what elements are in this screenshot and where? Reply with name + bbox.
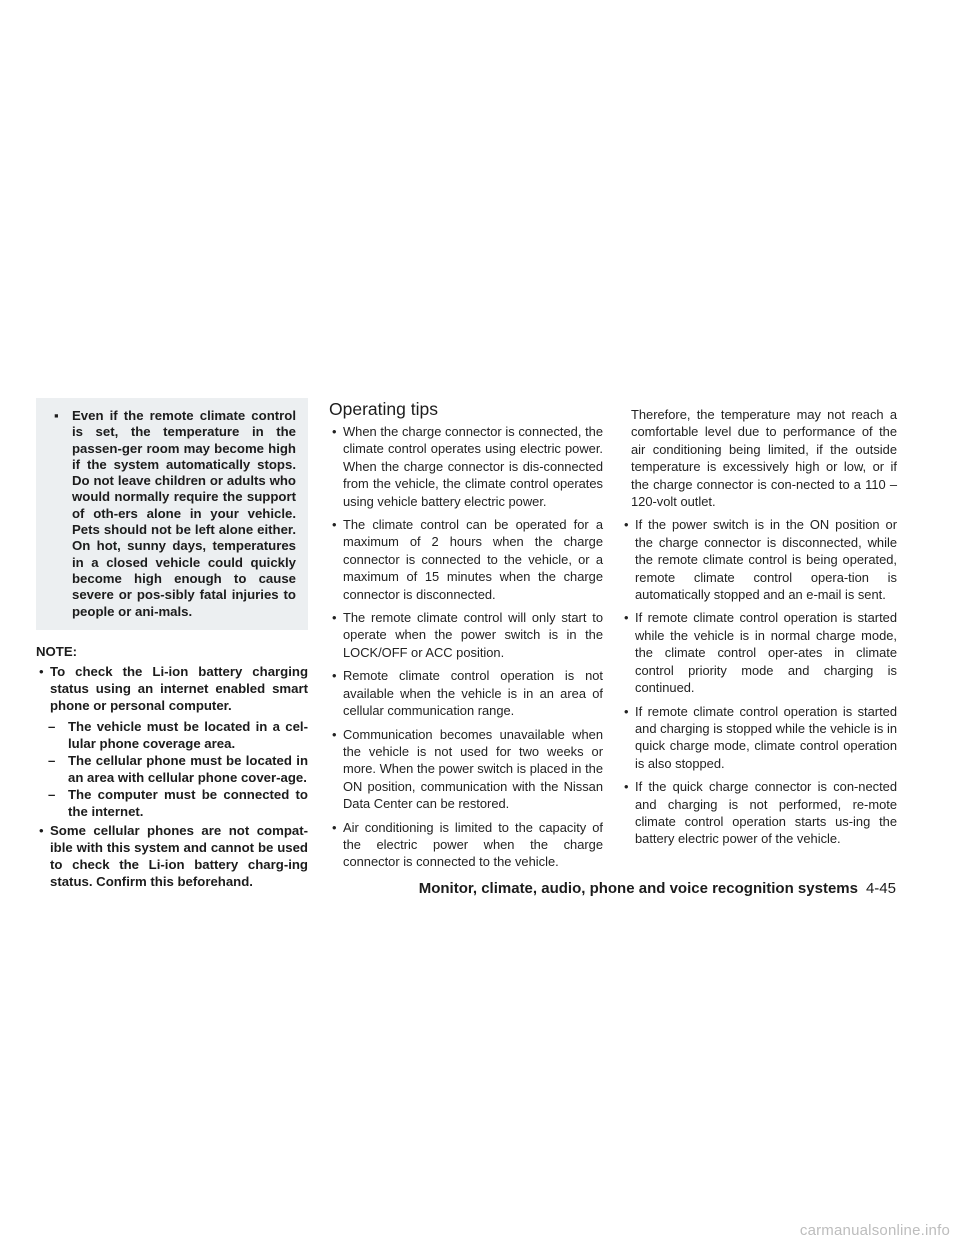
note-sub-item-text: The cellular phone must be located in an area with cellular phone cover-age.	[68, 752, 308, 785]
section-title: Operating tips	[329, 399, 438, 419]
tip-item	[621, 609, 897, 696]
tip-continuation: Therefore, the temperature may not reach a comfortable level due to performance of the air conditioning being limited, if the outside temperature is excessively high or low, or if the charge connector is con-nected to a 110 – 120-volt outlet.	[631, 407, 897, 510]
note-sub-item	[36, 752, 308, 786]
note-sub-item	[36, 786, 308, 820]
tip-text: Remote climate control operation is not available when the vehicle is in an area of cellular communication range.	[343, 668, 603, 719]
tip-text: The remote climate control will only start to operate when the power switch is in the LOCK/OFF or ACC position.	[343, 610, 603, 660]
tip-text: The climate control can be operated for a maximum of 2 hours when the charge connector is connected to the vehicle, or a maximum of 15 minutes when the charge connector is disconnected.	[343, 517, 603, 602]
bullet-icon: •	[624, 703, 629, 719]
tip-item	[329, 819, 603, 871]
bullet-icon: •	[332, 668, 337, 684]
bullet-icon: •	[624, 610, 629, 626]
tip-text: When the charge connector is connected, the climate control operates using electric power. When the charge connector is dis-connected from the vehicle, the climate control operates using vehicle battery electric power.	[343, 424, 603, 509]
tip-item	[621, 516, 897, 603]
note-item-text: Some cellular phones are not compat-ible with this system and cannot be used to check the Li-ion battery charg-ing status. Confirm this beforehand.	[50, 822, 308, 889]
bullet-icon: •	[624, 779, 629, 795]
tip-text: Air conditioning is limited to the capacity of the electric power when the charge connector is connected to the vehicle.	[343, 819, 603, 870]
dash-icon: –	[48, 752, 56, 768]
right-column	[621, 406, 897, 854]
footer-title: Monitor, climate, audio, phone and voice recognition systems	[418, 880, 858, 897]
tip-item	[329, 726, 603, 813]
note-sub-list	[36, 718, 308, 820]
tip-item	[329, 609, 603, 661]
tip-text: If remote climate control operation is started and charging is stopped while the vehicle is in quick charge mode, climate control operation is also stopped.	[635, 703, 897, 771]
tip-text: If remote climate control operation is started while the vehicle is in normal charge mode, the climate control oper-ates in climate control priority mode and charging is continued.	[635, 610, 897, 696]
note-sub-item-text: The vehicle must be located in a cel-lular phone coverage area.	[68, 718, 308, 751]
bullet-icon: ▪	[54, 408, 59, 423]
tip-item	[621, 778, 897, 848]
dash-icon: –	[48, 786, 56, 802]
bullet-icon: •	[39, 822, 44, 838]
tip-text: If the power switch is in the ON position or the charge connector is disconnected, while the remote climate control is being operated, remote climate control opera-tion is automatically stopped and an e-mail is sent.	[635, 517, 897, 603]
left-column	[36, 398, 308, 894]
note-item	[36, 822, 308, 890]
note-sub-item	[36, 718, 308, 752]
bullet-icon: •	[332, 424, 337, 439]
bullet-icon: •	[332, 517, 337, 533]
bullet-icon: •	[624, 517, 629, 533]
middle-column	[329, 398, 603, 877]
note-item	[36, 663, 308, 714]
warning-box	[36, 398, 308, 630]
note-heading: NOTE:	[36, 643, 78, 659]
note-item-text: To check the Li-ion battery charging status using an internet enabled smart phone or personal computer.	[50, 663, 308, 713]
page-footer	[419, 880, 896, 897]
dash-icon: –	[48, 718, 56, 734]
note-sub-item-text: The computer must be connected to the internet.	[68, 786, 308, 819]
watermark	[0, 1222, 960, 1242]
tip-item	[621, 703, 897, 773]
tip-item	[329, 423, 603, 510]
tip-text: If the quick charge connector is con-nected and charging is not performed, re-mote climate control operation starts us-ing the battery electric power of the vehicle.	[635, 779, 897, 847]
warning-item	[48, 408, 296, 620]
bullet-icon: •	[332, 819, 337, 835]
tip-item	[329, 516, 603, 603]
tip-item	[329, 667, 603, 719]
watermark-text: carmanualsonline.info	[799, 1222, 950, 1239]
bullet-icon: •	[39, 663, 44, 679]
page-number: 4-45	[865, 880, 896, 897]
warning-text: Even if the remote climate control is set, the temperature in the passen-ger room may become high if the system automatically stops. Do not leave children or adults who would normally require the support of oth-ers alone in your vehicle. Pets should not be left alone either. On hot, sunny days, temperatures in a closed vehicle could quickly become high enough to cause severe or pos-sibly fatal injuries to people or ani-mals.	[72, 408, 296, 619]
bullet-icon: •	[332, 610, 337, 626]
tip-text: Communication becomes unavailable when the vehicle is not used for two weeks or more. When the power switch is placed in the ON position, communication with the Nissan Data Center can be restored.	[343, 726, 603, 812]
bullet-icon: •	[332, 726, 337, 742]
